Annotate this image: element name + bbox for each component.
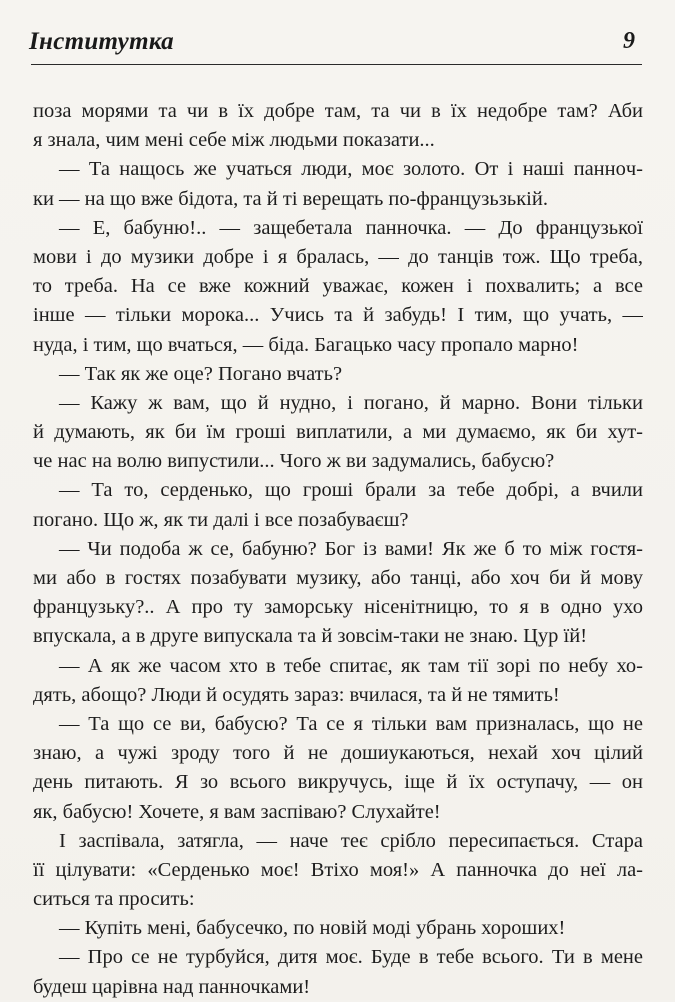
- header-rule: [31, 64, 642, 65]
- running-title: Інститутка: [29, 28, 174, 55]
- text-line: інше — тільки морока... Учись та й забудь! І тим, що учать, —: [33, 304, 643, 327]
- text-line: то треба. На се вже кожний уважає, кожен і похвалить; а все: [33, 275, 643, 298]
- text-line: дять, абощо? Люди й осудять зараз: вчилася, та й не тямить!: [33, 683, 560, 706]
- text-line: її цілувати: «Серденько моє! Втіхо моя!» А панночка до неї ла-: [33, 858, 643, 881]
- text-line: — Чи подоба ж се, бабуню? Бог із вами! Як же б то між гостя-: [59, 537, 643, 560]
- text-line: мови і до музики добре і я бралась, — до танців тож. Що треба,: [33, 245, 643, 268]
- text-line: нуда, і тим, що вчаться, — біда. Багацько часу пропало марно!: [33, 333, 579, 356]
- text-line: день питають. Я зо всього викручусь, іще й їх оступачу, — он: [33, 771, 643, 794]
- text-line: й думають, як би їм гроші виплатили, а ми думаємо, як би хут-: [33, 421, 643, 444]
- text-line: — А як же часом хто в тебе спитає, як там тії зорі по небу хо-: [59, 654, 643, 677]
- running-header: [29, 26, 635, 62]
- text-line: — Кажу ж вам, що й нудно, і погано, й марно. Вони тільки: [59, 391, 643, 414]
- text-line: погано. Що ж, як ти далі і все позабуваєш?: [33, 508, 409, 531]
- text-line: будеш царівна над панночками!: [33, 975, 311, 998]
- text-line: поза морями та чи в їх добре там, та чи в їх недобре там? Аби: [33, 100, 643, 122]
- text-line: — Так як же оце? Погано вчать?: [59, 362, 343, 385]
- text-line: ми або в гостях позабувати музику, або танці, або хоч би й мову: [33, 567, 643, 589]
- text-line: ки — на що вже бідота, та й ті верещать по-французьзькій.: [33, 187, 548, 210]
- text-line: впускала, а в друге випускала та й зовсім-таки не знаю. Цур їй!: [33, 625, 588, 648]
- text-line: я знала, чим мені себе між людьми показати...: [33, 129, 435, 152]
- text-line: — Та то, серденько, що гроші брали за тебе добрі, а вчили: [59, 479, 643, 502]
- text-line: — Е, бабуню!.. — защебетала панночка. — До французької: [59, 216, 643, 239]
- text-line: І заспівала, затягла, — наче теє срібло пересипається. Стара: [59, 829, 643, 852]
- text-line: — Та що се ви, бабусю? Та се я тільки вам призналась, що не: [59, 712, 643, 735]
- text-line: ситься та просить:: [33, 888, 195, 911]
- text-line: — Про се не турбуйся, дитя моє. Буде в тебе всього. Ти в мене: [59, 946, 643, 969]
- page-number: 9: [623, 28, 635, 54]
- text-line: че нас на волю випустили... Чого ж ви задумались, бабусю?: [33, 450, 555, 473]
- text-line: знаю, а чужі зроду того й не дошиукаються, нехай хоч цілий: [33, 742, 643, 765]
- text-line: французьку?.. А про ту заморську нісенітницю, то я в одно ухо: [33, 596, 643, 619]
- body-text: [33, 97, 643, 1002]
- text-line: — Та нащось же учаться люди, моє золото. От і наші паннoч-: [59, 158, 643, 181]
- text-line: як, бабусю! Хочете, я вам заспіваю? Слухайте!: [33, 800, 441, 823]
- text-line: — Купіть мені, бабусечко, по новій моді убрань хороших!: [59, 917, 566, 940]
